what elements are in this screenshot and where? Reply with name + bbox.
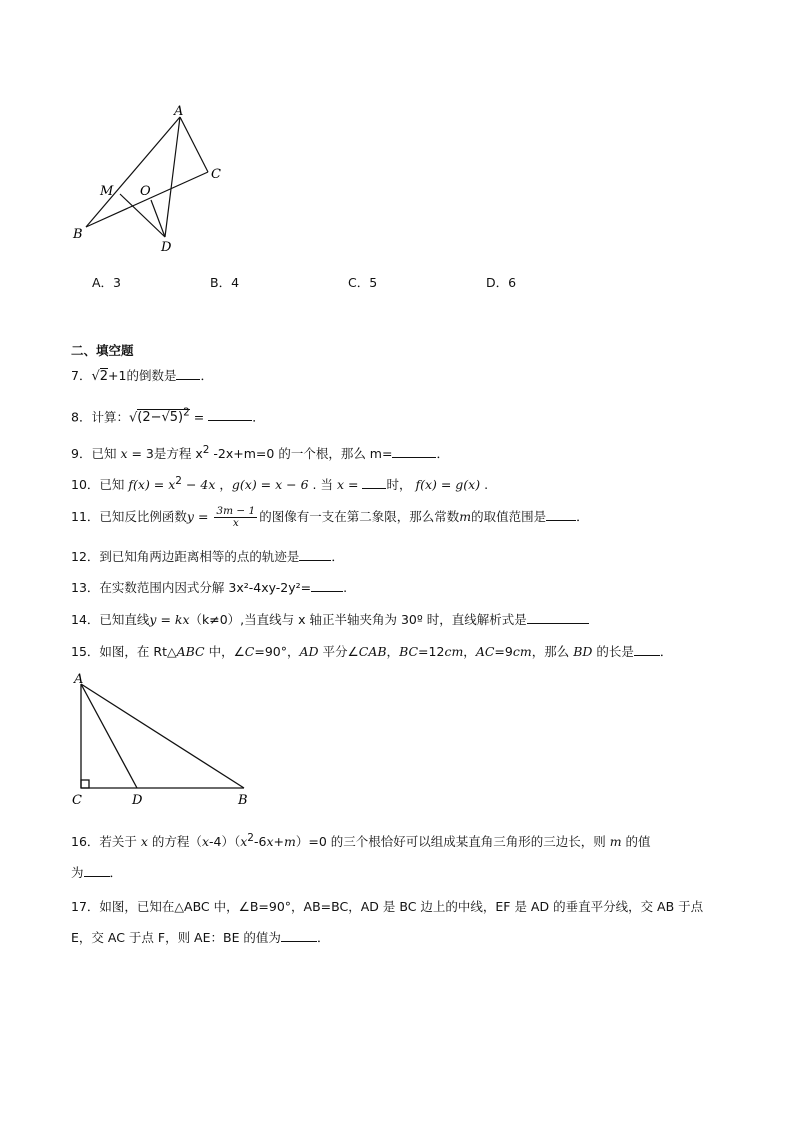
fig1-label-b: B [73, 227, 83, 242]
q15-end: ． [659, 644, 673, 659]
q15-cm2: cm [512, 644, 532, 659]
q15-blank [634, 643, 660, 656]
q9-sup: 2 [202, 444, 210, 456]
question-17-line-2 [71, 929, 329, 947]
q15-text-j: 的长是 [592, 644, 634, 659]
q9-blank [392, 445, 436, 458]
q7-sqrt: √2 [91, 369, 109, 384]
q15-cm1: cm [444, 644, 464, 659]
fig1-label-m: M [100, 184, 114, 199]
fig1-label-d: D [161, 240, 172, 255]
q14-text-b: （k≠0）,当直线与 x 轴正半轴夹角为 30º 时，直线解析式是 [189, 612, 527, 627]
q16-end: ． [109, 865, 123, 880]
choice-c: C．5 [348, 275, 378, 290]
q17-line2: E，交 AC 于点 F，则 AE：BE 的值为 [71, 930, 281, 945]
q10-g: g(x) = x − 6 [231, 477, 309, 493]
fig2-label-b: B [238, 793, 248, 808]
q10-f-rest: − 4x [181, 477, 216, 493]
q11-m: m [459, 509, 472, 524]
q11-blank [546, 508, 576, 521]
question-15 [71, 643, 672, 661]
q15-text-c: =90°， [254, 644, 300, 659]
fig1-segment-bc [86, 172, 208, 227]
q15-bc: BC [399, 644, 419, 659]
q16-text-a: 16．若关于 [71, 834, 141, 850]
q16-p3: x [266, 834, 274, 850]
q10-x: x [336, 477, 345, 493]
question-11 [71, 502, 589, 532]
fig1-segment-od [151, 200, 165, 237]
q16-text-d: -6 [253, 834, 267, 850]
q14-blank [527, 611, 589, 624]
q11-y: y = [186, 509, 213, 524]
q8-end: ． [252, 409, 265, 425]
q7-number: 7． [71, 368, 92, 383]
question-14 [71, 611, 589, 629]
fig1-label-c: C [211, 167, 221, 182]
q16-sup: 2 [247, 832, 254, 844]
q15-text-f: =12 [418, 644, 445, 659]
q7-text: +1的倒数是 [108, 368, 177, 383]
q16-blank [84, 864, 110, 877]
q16-text-g: 的值 [621, 834, 651, 850]
fig2-label-a: A [74, 672, 84, 687]
q9-text-b: 是方程 x [153, 446, 203, 462]
q8-blank [208, 408, 252, 421]
question-13 [71, 579, 347, 597]
q12-end: ． [331, 549, 344, 564]
q8-expr: (2−√5) [137, 410, 184, 426]
q7-end: ． [200, 368, 213, 383]
fig2-label-c: C [72, 793, 82, 808]
q16-m: m [609, 834, 622, 850]
fig2-segment-ad [81, 684, 137, 788]
q10-sup: 2 [175, 475, 182, 487]
q10-end: . [480, 477, 489, 493]
q15-text-a: 15．如图，在 Rt△ [71, 644, 177, 659]
choice-a: A．3 [92, 275, 122, 290]
q10-text-a: 10．已知 [71, 477, 129, 493]
fig1-segment-ad [165, 117, 180, 237]
question-16 [71, 829, 651, 851]
q16-text-b: 的方程（ [147, 834, 202, 850]
q10-text-c: = [344, 477, 363, 493]
fig1-segment-md [120, 194, 165, 237]
q7-blank [176, 367, 200, 380]
q16-text-c: -4）（ [209, 834, 241, 850]
q9-x: x [120, 446, 128, 462]
q10-sep: ， [215, 477, 232, 493]
q10-cmp: f(x) = g(x) [415, 477, 481, 493]
section-title: 二、填空题 [71, 343, 134, 358]
q16-p4: m [283, 834, 296, 850]
q12-text: 12．到已知角两边距离相等的点的轨迹是 [71, 549, 300, 564]
q10-f: f(x) = x [128, 477, 176, 493]
q15-cab: CAB [358, 644, 387, 659]
q15-text-g: ， [463, 644, 476, 659]
q15-text-h: =9 [494, 644, 513, 659]
question-8 [71, 404, 265, 427]
fig1-label-a: A [174, 104, 184, 119]
q15-text-d: 平分∠ [318, 644, 359, 659]
q16-text-e: + [273, 834, 284, 850]
q11-fraction [214, 506, 257, 529]
q17-line1: 17．如图，已知在△ABC 中，∠B=90°，AB=BC，AD 是 BC 边上的中线，EF 是 AD 的垂直平分线，交 AB 于点 [71, 899, 704, 914]
q9-text-a: 9．已知 [71, 446, 121, 462]
fig1-segment-ac [180, 117, 208, 172]
q11-den: x [232, 517, 239, 529]
q9-end: ． [436, 446, 449, 462]
q8-sup: 2 [183, 407, 190, 419]
q15-abc: ABC [176, 644, 205, 659]
q10-text-b: . 当 [308, 477, 337, 493]
q16-p1: x [201, 834, 209, 850]
q15-text-i: ，那么 [531, 644, 574, 659]
q16-line2: 为 [71, 865, 84, 880]
q16-p2: x [240, 834, 248, 850]
q16-text-f: ）=0 的三个根恰好可以组成某直角三角形的三边长，则 [295, 834, 610, 850]
q8-number: 8．计算： [71, 409, 129, 425]
q8-sqrt: $√(2-√5)^2$ [128, 407, 190, 426]
q16-x: x [140, 834, 148, 850]
q9-eq: = 3 [127, 446, 154, 462]
choice-b: B．4 [210, 275, 240, 290]
question-12 [71, 548, 344, 566]
figure-triangle-mod [70, 100, 240, 260]
q15-ac: AC [475, 644, 495, 659]
q7-sqrt-arg: 2 [99, 369, 109, 384]
q11-end: ． [576, 509, 589, 524]
q11-text-a: 11．已知反比例函数 [71, 509, 187, 524]
fig2-segment-ab [81, 684, 244, 788]
q10-blank [362, 476, 386, 489]
figure-right-triangle [66, 670, 266, 810]
q14-text-a: 14．已知直线 [71, 612, 150, 627]
q15-ad: AD [299, 644, 319, 659]
q9-text-c: -2x+m=0 的一个根，那么 m= [209, 446, 393, 462]
q13-text: 13．在实数范围内因式分解 3x²-4xy-2y²= [71, 580, 312, 595]
q13-end: . [343, 580, 348, 595]
question-16-line-2 [71, 864, 122, 882]
q17-end: ． [316, 930, 330, 945]
q15-c: C [244, 644, 255, 659]
question-7 [71, 367, 213, 386]
question-17 [71, 898, 703, 916]
q14-y: y = kx [149, 612, 190, 627]
q15-bd: BD [573, 644, 593, 659]
fig1-segment-ab [86, 117, 180, 227]
question-10 [71, 472, 488, 494]
q15-text-e: ， [386, 644, 400, 659]
fig2-right-angle-mark [81, 780, 89, 788]
q10-text-d: 时， [386, 477, 416, 493]
choice-d: D．6 [486, 275, 517, 290]
q11-num: 3m − 1 [216, 505, 256, 517]
question-9 [71, 441, 449, 463]
fig2-label-d: D [132, 793, 143, 808]
q15-text-b: 中，∠ [204, 644, 245, 659]
q11-text-b: 的图像有一支在第二象限，那么常数 [259, 509, 460, 524]
q17-blank [281, 929, 317, 942]
q13-blank [311, 579, 343, 592]
q8-eq: = [189, 409, 209, 425]
fig1-label-o: O [140, 184, 151, 199]
q12-blank [299, 548, 331, 561]
q11-text-c: 的取值范围是 [471, 509, 547, 524]
